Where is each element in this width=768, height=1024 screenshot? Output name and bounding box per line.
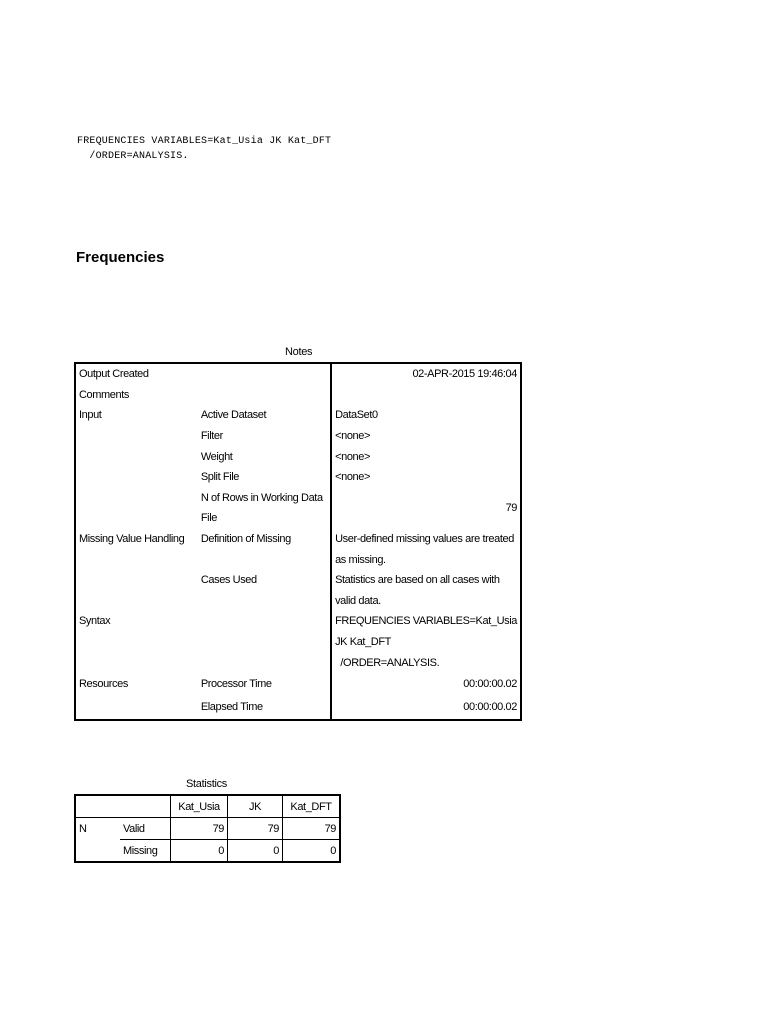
def-missing-label: Definition of Missing	[198, 529, 331, 550]
syntax-value-3: /ORDER=ANALYSIS.	[335, 656, 440, 669]
table-row	[75, 818, 340, 840]
table-row	[75, 795, 340, 818]
table-row	[75, 570, 521, 591]
table-row	[75, 632, 521, 653]
processor-time-value: 00:00:00.02	[463, 678, 517, 691]
syntax-line-1: FREQUENCIES VARIABLES=Kat_Usia JK Kat_DFT	[77, 136, 332, 147]
table-row	[75, 549, 521, 570]
n-rows-value: 79	[505, 502, 517, 515]
syntax-value-2: JK Kat_DFT	[335, 636, 391, 649]
elapsed-time-value: 00:00:00.02	[463, 701, 517, 714]
missing-handling-label: Missing Value Handling	[79, 533, 185, 546]
missing-label: Missing	[120, 840, 171, 863]
syntax-block	[77, 134, 331, 164]
table-row	[75, 696, 521, 720]
valid-kat-usia: 79	[171, 818, 228, 840]
notes-caption: Notes	[285, 346, 313, 358]
comments-label: Comments	[79, 388, 129, 401]
table-row	[75, 385, 521, 406]
n-rows-label-2: File	[198, 508, 331, 529]
statistics-table	[74, 794, 341, 863]
table-row	[75, 652, 521, 673]
table-row	[75, 467, 521, 488]
split-file-label: Split File	[198, 467, 331, 488]
missing-kat-dft: 0	[283, 840, 341, 863]
notes-table	[74, 362, 522, 721]
resources-label: Resources	[79, 678, 128, 691]
missing-kat-usia: 0	[171, 840, 228, 863]
def-missing-value-1: User-defined missing values are treated	[335, 533, 514, 546]
syntax-line-2: /ORDER=ANALYSIS.	[77, 151, 189, 162]
valid-kat-dft: 79	[283, 818, 341, 840]
valid-label: Valid	[120, 818, 171, 840]
col-header-kat-dft: Kat_DFT	[283, 795, 341, 818]
syntax-label: Syntax	[79, 615, 111, 628]
cases-used-value-2: valid data.	[335, 594, 381, 607]
weight-label: Weight	[198, 446, 331, 467]
split-file-value: <none>	[335, 471, 370, 484]
syntax-value-1: FREQUENCIES VARIABLES=Kat_Usia	[335, 615, 517, 628]
missing-jk: 0	[228, 840, 283, 863]
output-created-label: Output Created	[79, 368, 149, 381]
cases-used-value-1: Statistics are based on all cases with	[335, 574, 500, 587]
table-row	[75, 611, 521, 632]
valid-jk: 79	[228, 818, 283, 840]
processor-time-label: Processor Time	[198, 673, 331, 696]
col-header-jk: JK	[228, 795, 283, 818]
active-dataset-label: Active Dataset	[198, 405, 331, 426]
table-row	[75, 840, 340, 863]
weight-value: <none>	[335, 450, 370, 463]
filter-label: Filter	[198, 426, 331, 447]
cases-used-label: Cases Used	[198, 570, 331, 591]
elapsed-time-label: Elapsed Time	[198, 696, 331, 720]
filter-value: <none>	[335, 430, 370, 443]
def-missing-value-2: as missing.	[335, 553, 386, 566]
n-rows-label-1: N of Rows in Working Data	[198, 488, 331, 509]
n-label: N	[75, 818, 120, 840]
input-label: Input	[79, 409, 102, 422]
table-row	[75, 405, 521, 426]
table-row	[75, 363, 521, 385]
statistics-caption: Statistics	[186, 778, 228, 790]
table-row	[75, 673, 521, 696]
col-header-kat-usia: Kat_Usia	[171, 795, 228, 818]
table-row	[75, 591, 521, 612]
page-heading: Frequencies	[76, 249, 165, 266]
table-row	[75, 426, 521, 447]
table-row	[75, 488, 521, 509]
table-row	[75, 529, 521, 550]
output-created-value: 02-APR-2015 19:46:04	[412, 368, 517, 381]
active-dataset-value: DataSet0	[335, 409, 378, 422]
table-row	[75, 446, 521, 467]
